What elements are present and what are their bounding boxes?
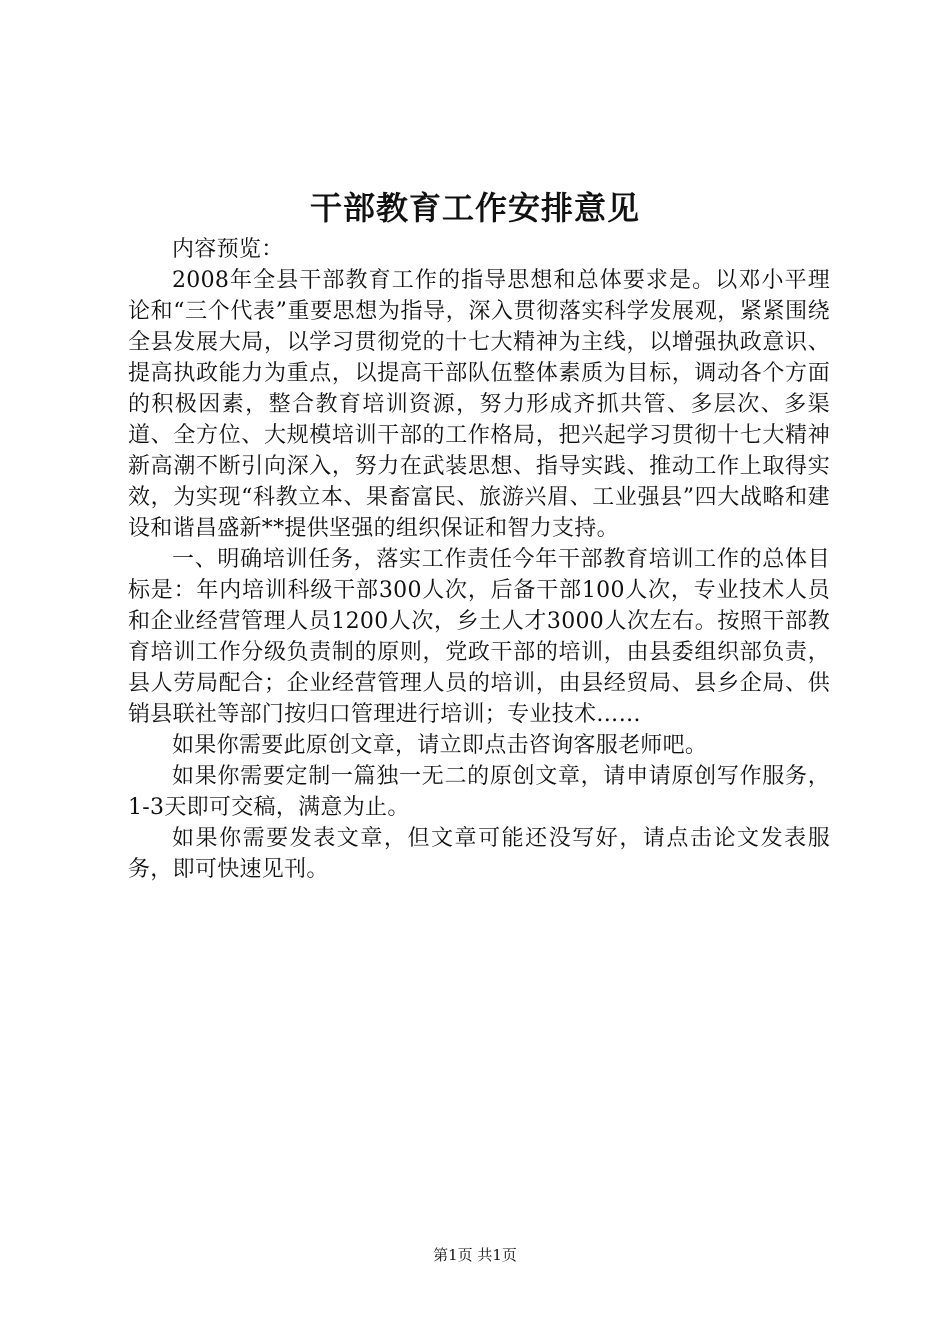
paragraph-publishing-service[interactable]: 如果你需要发表文章，但文章可能还没写好，请点击论文发表服务，即可快速见刊。 (128, 826, 830, 882)
paragraph-training-tasks: 一、明确培训任务，落实工作责任今年干部教育培训工作的总体目标是：年内培训科级干部300人次，后备干部100人次，专业技术人员和企业经营管理人员1200人次，乡土人才3000人次左右。按照干部教育培训工作分级负责制的原则，党政干部的培训，由县委组织部负责，县人劳局配合；企业经营管理人员的培训，由县经贸局、县乡企局、供销县联社等部门按归口管理进行培训；专业技术…… (128, 547, 830, 727)
paragraph-consult-service[interactable]: 如果你需要此原创文章，请立即点击咨询客服老师吧。 (172, 733, 708, 758)
paragraph-guiding-thought: 2008年全县干部教育工作的指导思想和总体要求是。以邓小平理论和“三个代表”重要思想为指导，深入贯彻落实科学发展观，紧紧围绕全县发展大局，以学习贯彻党的十七大精神为主线，以增强执政意识、提高执政能力为重点，以提高干部队伍整体素质为目标，调动各个方面的积极因素，整合教育培训资源，努力形成齐抓共管、多层次、多渠道、全方位、大规模培训干部的工作格局，把兴起学习贯彻十七大精神新高潮不断引向深入，努力在武装思想、指导实践、推动工作上取得实效，为实现“科教立本、果畜富民、旅游兴眉、工业强县”四大战略和建设和谐昌盛新**提供坚强的组织保证和智力支持。 (128, 268, 830, 541)
document-body (128, 234, 830, 885)
paragraph-custom-writing[interactable]: 如果你需要定制一篇独一无二的原创文章，请申请原创写作服务，1-3天即可交稿，满意为止。 (128, 764, 830, 820)
document-title: 干部教育工作安排意见 (309, 189, 640, 227)
preview-label: 内容预览： (172, 237, 284, 262)
page-number-footer: 第1页 共1页 (433, 1246, 517, 1264)
